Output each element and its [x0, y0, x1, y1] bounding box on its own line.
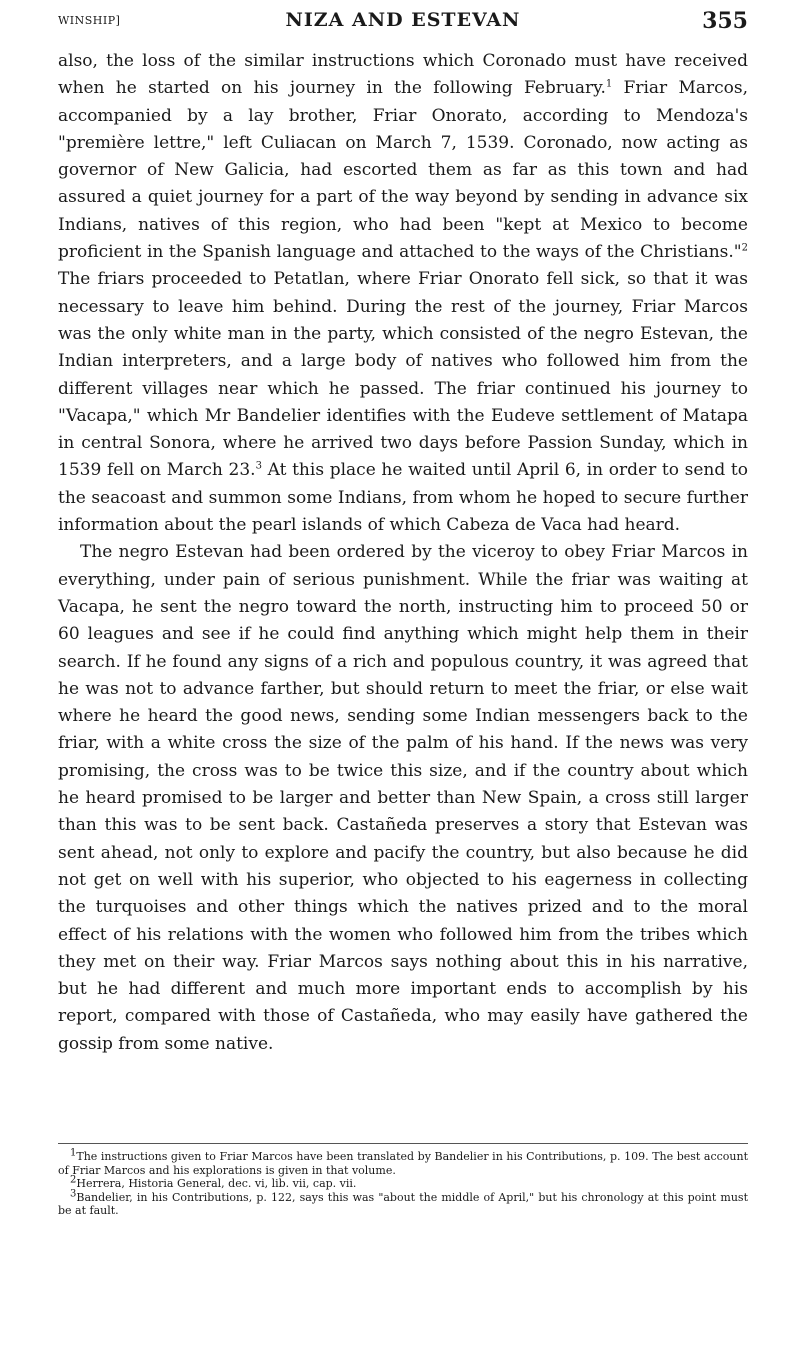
paragraph-text: also, the loss of the similar instructions which Coronado must have received when he started on his journey in the following February.: [58, 51, 748, 99]
footnote-3: [58, 1187, 748, 1218]
footnote-text: Bandelier, in his Contributions, p. 122, says this was "about the middle of April," but his chronology at this point must be at fault.: [58, 1190, 748, 1217]
paragraph-text: The friars proceeded to Petatlan, where Friar Onorato fell sick, so that it was necessary to leave him behind. During the rest of the journey, Friar Marcos was the only white man in the party, which consisted of the negro Estevan, the Indian interpreters, and a large body of natives who followed him from the different villages near which he passed. The friar continued his journey to "Vacapa," which Mr Bandelier identifies with the Eudeve settlement of Matapa in central Sonora, where he arrived two days before Passion Sunday, which in 1539 fell on March 23.: [58, 269, 748, 481]
footnote-2: [58, 1174, 748, 1191]
footnote-rule: [58, 1143, 748, 1144]
body-text: [58, 48, 748, 1058]
footnote-footnote-marker: 3: [70, 1187, 77, 1199]
paragraph-footnote-marker: 1: [605, 78, 613, 90]
footnote-footnote-marker: 2: [70, 1174, 77, 1186]
paragraph-text: The negro Estevan had been ordered by the viceroy to obey Friar Marcos in everything, under pain of serious punishment. While the friar was waiting at Vacapa, he sent the negro toward the north, instructing him to proceed 50 or 60 leagues and see if he could find anything which might help them in their search. If he found any signs of a rich and populous country, it was agreed that he was not to advance farther, but should return to meet the friar, or else wait where he heard the good news, sending some Indian messengers back to the friar, with a white cross the size of the palm of his hand. If the news was very promising, the cross was to be twice this size, and if the country about which he heard promised to be larger and better than New Spain, a cross still larger than this was to be sent back. Castañeda preserves a story that Estevan was sent ahead, not only to explore and pacify the country, but also because he did not get on well with his superior, who objected to his eagerness in collecting the turquoises and other things which the natives prized and to the moral effect of his relations with the women who followed him from the tribes which they met on their way. Friar Marcos says nothing about this in his narrative, but he had different and much more important ends to accomplish by his report, compared with those of Castañeda, who may easily have gathered the gossip from some native.: [58, 542, 748, 1054]
paragraph-text: Friar Marcos, accompanied by a lay brother, Friar Onorato, according to Mendoza's "première lettre," left Culiacan on March 7, 1539. Coronado, now acting as governor of New Galicia, had escorted them as far as this town and had assured a quiet journey for a part of the way beyond by sending in advance six Indians, natives of this region, who had been "kept at Mexico to become proficient in the Spanish language and attached to the ways of the Christians.": [58, 78, 749, 263]
page-number: 355: [702, 8, 748, 34]
paragraph-footnote-marker: 3: [255, 460, 262, 472]
running-head-left: WINSHIP]: [58, 14, 121, 27]
paragraph-footnote-marker: 2: [741, 242, 748, 254]
running-head-title: NIZA AND ESTEVAN: [285, 9, 521, 31]
footnote-text: The instructions given to Friar Marcos have been translated by Bandelier in his Contributions, p. 109. The best account of Friar Marcos and his explorations is given in that volume.: [58, 1150, 748, 1177]
running-head: [58, 8, 748, 38]
footnote-1: [58, 1147, 748, 1177]
footnotes: [58, 1147, 748, 1218]
footnote-text: Herrera, Historia General, dec. vi, lib. vii, cap. vii.: [76, 1177, 357, 1190]
paragraph-2: [58, 539, 748, 1058]
paragraph-1: [58, 48, 748, 539]
footnote-footnote-marker: 1: [70, 1147, 77, 1159]
paragraph-text: At this place he waited until April 6, in order to send to the seacoast and summon some Indians, from whom he hoped to secure further information about the pearl islands of which Cabeza de Vaca had heard.: [58, 460, 748, 536]
